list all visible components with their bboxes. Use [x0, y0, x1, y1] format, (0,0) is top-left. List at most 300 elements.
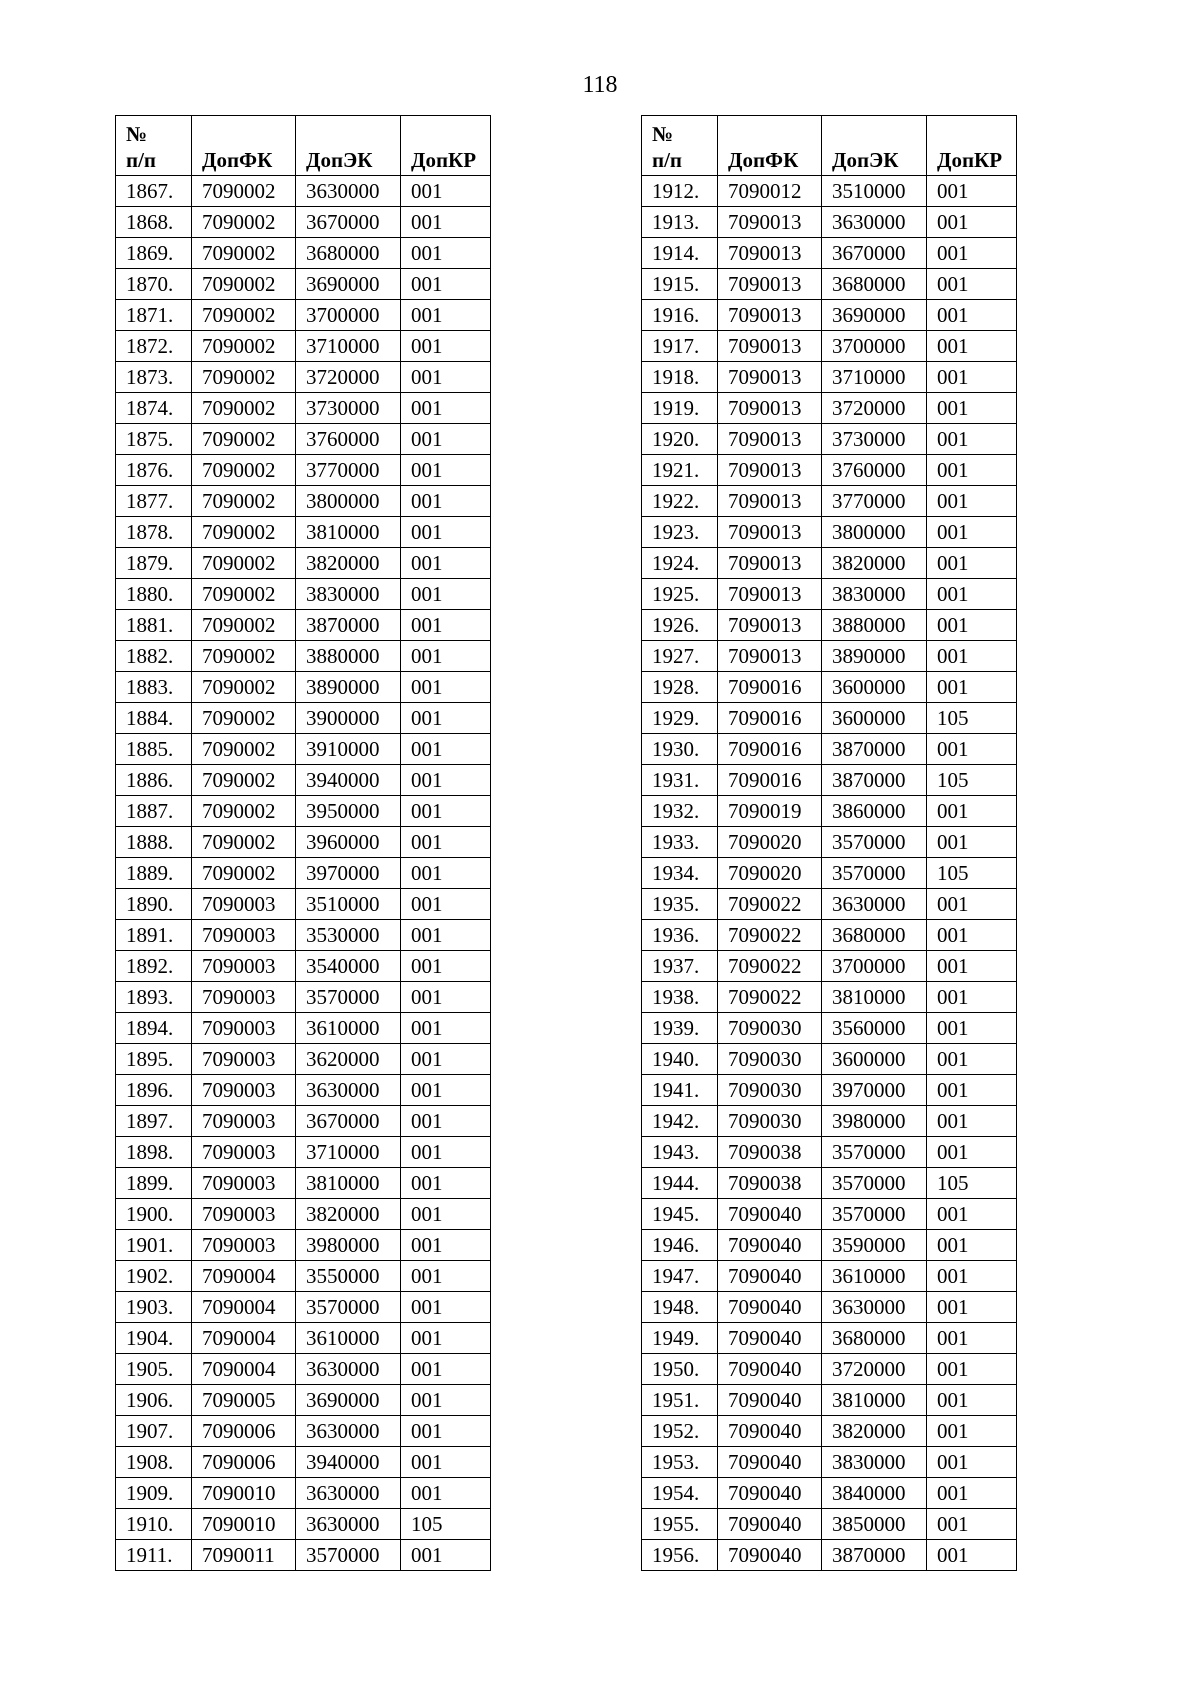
cell-dop-kr: 001 — [927, 796, 1017, 827]
cell-row-number: 1897. — [116, 1106, 192, 1137]
table-row — [116, 1509, 491, 1540]
cell-dop-kr: 001 — [927, 207, 1017, 238]
cell-dop-ek: 3820000 — [296, 548, 401, 579]
cell-dop-ek: 3810000 — [822, 982, 927, 1013]
table-row — [116, 1354, 491, 1385]
cell-dop-fk: 7090040 — [718, 1447, 822, 1478]
cell-dop-kr: 001 — [401, 1013, 491, 1044]
cell-dop-ek: 3800000 — [296, 486, 401, 517]
cell-dop-ek: 3510000 — [822, 176, 927, 207]
cell-row-number: 1882. — [116, 641, 192, 672]
cell-dop-ek: 3940000 — [296, 1447, 401, 1478]
cell-row-number: 1877. — [116, 486, 192, 517]
table-row — [642, 1075, 1017, 1106]
cell-row-number: 1886. — [116, 765, 192, 796]
cell-dop-ek: 3590000 — [822, 1230, 927, 1261]
cell-dop-ek: 3630000 — [296, 176, 401, 207]
table-row — [642, 1230, 1017, 1261]
table-row — [116, 1137, 491, 1168]
cell-dop-ek: 3710000 — [296, 331, 401, 362]
cell-dop-fk: 7090002 — [192, 300, 296, 331]
table-row — [642, 331, 1017, 362]
header-dop-kr: ДопКР — [927, 116, 1017, 176]
cell-dop-fk: 7090013 — [718, 269, 822, 300]
cell-row-number: 1941. — [642, 1075, 718, 1106]
table-row — [642, 269, 1017, 300]
table-row — [116, 610, 491, 641]
cell-dop-kr: 001 — [927, 672, 1017, 703]
cell-row-number: 1925. — [642, 579, 718, 610]
table-row — [116, 796, 491, 827]
table-row — [642, 455, 1017, 486]
cell-dop-kr: 001 — [401, 579, 491, 610]
cell-dop-fk: 7090004 — [192, 1354, 296, 1385]
header-row-number — [642, 116, 718, 176]
cell-row-number: 1906. — [116, 1385, 192, 1416]
cell-dop-kr: 001 — [927, 1075, 1017, 1106]
cell-dop-ek: 3970000 — [296, 858, 401, 889]
table-row — [642, 1013, 1017, 1044]
table-row — [116, 424, 491, 455]
cell-dop-kr: 001 — [927, 393, 1017, 424]
cell-dop-fk: 7090013 — [718, 207, 822, 238]
cell-dop-ek: 3880000 — [822, 610, 927, 641]
table-row — [642, 796, 1017, 827]
cell-row-number: 1898. — [116, 1137, 192, 1168]
cell-row-number: 1936. — [642, 920, 718, 951]
cell-row-number: 1894. — [116, 1013, 192, 1044]
cell-dop-kr: 001 — [401, 1075, 491, 1106]
header-row-number — [116, 116, 192, 176]
cell-row-number: 1908. — [116, 1447, 192, 1478]
cell-dop-fk: 7090040 — [718, 1323, 822, 1354]
cell-row-number: 1931. — [642, 765, 718, 796]
cell-dop-ek: 3670000 — [296, 207, 401, 238]
table-header-row — [116, 116, 491, 176]
cell-dop-kr: 001 — [401, 1199, 491, 1230]
cell-dop-kr: 001 — [401, 765, 491, 796]
cell-dop-ek: 3980000 — [822, 1106, 927, 1137]
cell-row-number: 1942. — [642, 1106, 718, 1137]
cell-dop-kr: 001 — [927, 1261, 1017, 1292]
header-num-symbol: № — [126, 122, 148, 146]
table-header-row — [642, 116, 1017, 176]
cell-dop-ek: 3830000 — [296, 579, 401, 610]
cell-row-number: 1945. — [642, 1199, 718, 1230]
cell-dop-kr: 001 — [401, 1416, 491, 1447]
cell-dop-kr: 001 — [927, 610, 1017, 641]
table-row — [116, 579, 491, 610]
cell-dop-fk: 7090002 — [192, 765, 296, 796]
cell-dop-kr: 001 — [401, 1137, 491, 1168]
cell-row-number: 1916. — [642, 300, 718, 331]
cell-dop-kr: 001 — [401, 455, 491, 486]
cell-dop-kr: 001 — [401, 858, 491, 889]
cell-dop-fk: 7090002 — [192, 486, 296, 517]
cell-dop-ek: 3870000 — [822, 765, 927, 796]
cell-dop-kr: 001 — [401, 362, 491, 393]
cell-dop-kr: 001 — [401, 300, 491, 331]
cell-dop-kr: 001 — [401, 207, 491, 238]
cell-dop-ek: 3570000 — [296, 982, 401, 1013]
cell-dop-ek: 3630000 — [296, 1509, 401, 1540]
left-table — [115, 115, 491, 1571]
cell-dop-fk: 7090003 — [192, 1075, 296, 1106]
cell-dop-fk: 7090011 — [192, 1540, 296, 1571]
cell-dop-ek: 3700000 — [822, 331, 927, 362]
cell-dop-fk: 7090022 — [718, 889, 822, 920]
cell-dop-fk: 7090013 — [718, 331, 822, 362]
cell-dop-ek: 3610000 — [296, 1323, 401, 1354]
cell-dop-ek: 3600000 — [822, 672, 927, 703]
cell-dop-ek: 3570000 — [822, 827, 927, 858]
cell-dop-kr: 001 — [927, 517, 1017, 548]
cell-dop-kr: 001 — [401, 176, 491, 207]
cell-dop-fk: 7090003 — [192, 889, 296, 920]
cell-dop-ek: 3820000 — [822, 548, 927, 579]
cell-dop-fk: 7090006 — [192, 1447, 296, 1478]
table-row — [116, 238, 491, 269]
cell-dop-fk: 7090016 — [718, 765, 822, 796]
cell-row-number: 1896. — [116, 1075, 192, 1106]
cell-dop-kr: 001 — [401, 1478, 491, 1509]
cell-row-number: 1900. — [116, 1199, 192, 1230]
cell-dop-fk: 7090002 — [192, 331, 296, 362]
cell-dop-kr: 001 — [401, 982, 491, 1013]
cell-dop-ek: 3870000 — [822, 1540, 927, 1571]
table-row — [642, 1323, 1017, 1354]
cell-row-number: 1873. — [116, 362, 192, 393]
table-row — [642, 1044, 1017, 1075]
table-row — [116, 1540, 491, 1571]
cell-dop-fk: 7090040 — [718, 1230, 822, 1261]
table-row — [642, 362, 1017, 393]
table-row — [642, 858, 1017, 889]
cell-dop-kr: 105 — [927, 703, 1017, 734]
cell-row-number: 1921. — [642, 455, 718, 486]
cell-dop-ek: 3530000 — [296, 920, 401, 951]
cell-dop-ek: 3600000 — [822, 703, 927, 734]
cell-dop-ek: 3720000 — [296, 362, 401, 393]
cell-dop-fk: 7090003 — [192, 1199, 296, 1230]
table-row — [642, 982, 1017, 1013]
cell-row-number: 1905. — [116, 1354, 192, 1385]
cell-dop-ek: 3880000 — [296, 641, 401, 672]
cell-row-number: 1917. — [642, 331, 718, 362]
cell-row-number: 1915. — [642, 269, 718, 300]
cell-dop-kr: 001 — [401, 238, 491, 269]
cell-row-number: 1876. — [116, 455, 192, 486]
cell-dop-fk: 7090030 — [718, 1044, 822, 1075]
cell-dop-fk: 7090022 — [718, 982, 822, 1013]
table-row — [642, 424, 1017, 455]
cell-dop-fk: 7090022 — [718, 951, 822, 982]
table-row — [116, 1416, 491, 1447]
cell-dop-fk: 7090002 — [192, 548, 296, 579]
cell-row-number: 1956. — [642, 1540, 718, 1571]
cell-dop-ek: 3570000 — [822, 1168, 927, 1199]
cell-dop-ek: 3550000 — [296, 1261, 401, 1292]
cell-row-number: 1939. — [642, 1013, 718, 1044]
cell-row-number: 1914. — [642, 238, 718, 269]
cell-dop-fk: 7090004 — [192, 1323, 296, 1354]
cell-dop-kr: 001 — [401, 486, 491, 517]
cell-dop-kr: 001 — [927, 176, 1017, 207]
cell-row-number: 1933. — [642, 827, 718, 858]
cell-dop-kr: 001 — [401, 1106, 491, 1137]
cell-row-number: 1928. — [642, 672, 718, 703]
cell-dop-ek: 3630000 — [822, 889, 927, 920]
table-row — [116, 548, 491, 579]
cell-dop-kr: 001 — [927, 951, 1017, 982]
cell-row-number: 1904. — [116, 1323, 192, 1354]
cell-dop-kr: 001 — [401, 269, 491, 300]
table-row — [116, 517, 491, 548]
cell-dop-ek: 3940000 — [296, 765, 401, 796]
cell-dop-fk: 7090002 — [192, 424, 296, 455]
cell-dop-kr: 001 — [401, 827, 491, 858]
cell-dop-kr: 001 — [927, 1478, 1017, 1509]
cell-dop-fk: 7090013 — [718, 610, 822, 641]
table-row — [116, 1323, 491, 1354]
cell-dop-fk: 7090006 — [192, 1416, 296, 1447]
table-row — [642, 951, 1017, 982]
cell-row-number: 1932. — [642, 796, 718, 827]
cell-dop-ek: 3910000 — [296, 734, 401, 765]
cell-dop-fk: 7090002 — [192, 703, 296, 734]
table-row — [642, 486, 1017, 517]
cell-dop-kr: 001 — [401, 1044, 491, 1075]
table-row — [116, 1199, 491, 1230]
cell-dop-fk: 7090003 — [192, 1230, 296, 1261]
cell-dop-fk: 7090005 — [192, 1385, 296, 1416]
table-row — [642, 703, 1017, 734]
cell-dop-kr: 001 — [927, 1354, 1017, 1385]
cell-row-number: 1948. — [642, 1292, 718, 1323]
cell-dop-ek: 3630000 — [296, 1416, 401, 1447]
cell-dop-fk: 7090002 — [192, 269, 296, 300]
header-num-symbol: № — [652, 122, 674, 146]
right-table — [641, 115, 1017, 1571]
cell-dop-ek: 3700000 — [822, 951, 927, 982]
cell-dop-ek: 3820000 — [822, 1416, 927, 1447]
cell-dop-ek: 3840000 — [822, 1478, 927, 1509]
cell-dop-ek: 3800000 — [822, 517, 927, 548]
cell-dop-kr: 001 — [927, 734, 1017, 765]
cell-dop-kr: 001 — [927, 579, 1017, 610]
cell-dop-kr: 001 — [927, 269, 1017, 300]
cell-dop-ek: 3680000 — [822, 269, 927, 300]
cell-row-number: 1955. — [642, 1509, 718, 1540]
cell-dop-kr: 001 — [927, 1013, 1017, 1044]
cell-dop-fk: 7090040 — [718, 1354, 822, 1385]
table-row — [642, 641, 1017, 672]
cell-dop-fk: 7090013 — [718, 548, 822, 579]
cell-row-number: 1902. — [116, 1261, 192, 1292]
cell-dop-ek: 3810000 — [296, 1168, 401, 1199]
cell-dop-ek: 3630000 — [296, 1354, 401, 1385]
cell-dop-fk: 7090002 — [192, 393, 296, 424]
cell-dop-fk: 7090002 — [192, 238, 296, 269]
cell-row-number: 1892. — [116, 951, 192, 982]
cell-row-number: 1938. — [642, 982, 718, 1013]
cell-dop-fk: 7090003 — [192, 1137, 296, 1168]
table-row — [642, 827, 1017, 858]
cell-dop-fk: 7090040 — [718, 1416, 822, 1447]
cell-dop-ek: 3760000 — [822, 455, 927, 486]
table-row — [642, 1137, 1017, 1168]
cell-dop-fk: 7090013 — [718, 579, 822, 610]
cell-dop-ek: 3730000 — [296, 393, 401, 424]
cell-dop-fk: 7090002 — [192, 734, 296, 765]
cell-dop-fk: 7090040 — [718, 1509, 822, 1540]
cell-dop-fk: 7090003 — [192, 1168, 296, 1199]
cell-dop-kr: 001 — [401, 672, 491, 703]
cell-dop-kr: 001 — [927, 1447, 1017, 1478]
cell-dop-kr: 105 — [927, 1168, 1017, 1199]
table-row — [116, 1106, 491, 1137]
cell-dop-ek: 3960000 — [296, 827, 401, 858]
cell-dop-ek: 3670000 — [296, 1106, 401, 1137]
cell-dop-ek: 3890000 — [296, 672, 401, 703]
cell-dop-kr: 105 — [927, 765, 1017, 796]
cell-dop-fk: 7090040 — [718, 1199, 822, 1230]
cell-dop-ek: 3820000 — [296, 1199, 401, 1230]
table-row — [116, 1447, 491, 1478]
cell-dop-kr: 001 — [927, 1292, 1017, 1323]
cell-dop-kr: 001 — [927, 1509, 1017, 1540]
cell-dop-ek: 3710000 — [296, 1137, 401, 1168]
cell-dop-fk: 7090019 — [718, 796, 822, 827]
cell-dop-fk: 7090012 — [718, 176, 822, 207]
cell-row-number: 1929. — [642, 703, 718, 734]
cell-row-number: 1943. — [642, 1137, 718, 1168]
cell-dop-ek: 3570000 — [822, 1199, 927, 1230]
cell-dop-ek: 3900000 — [296, 703, 401, 734]
cell-row-number: 1954. — [642, 1478, 718, 1509]
cell-dop-kr: 001 — [401, 889, 491, 920]
table-row — [116, 1478, 491, 1509]
cell-dop-fk: 7090016 — [718, 703, 822, 734]
cell-dop-kr: 001 — [401, 734, 491, 765]
table-row — [642, 1354, 1017, 1385]
cell-dop-fk: 7090002 — [192, 207, 296, 238]
table-row — [116, 641, 491, 672]
table-row — [116, 982, 491, 1013]
cell-dop-kr: 001 — [401, 393, 491, 424]
header-dop-ek: ДопЭК — [296, 116, 401, 176]
cell-dop-kr: 001 — [927, 1230, 1017, 1261]
cell-row-number: 1907. — [116, 1416, 192, 1447]
cell-dop-kr: 001 — [927, 548, 1017, 579]
table-row — [116, 300, 491, 331]
cell-dop-fk: 7090038 — [718, 1168, 822, 1199]
cell-dop-kr: 001 — [927, 331, 1017, 362]
cell-row-number: 1899. — [116, 1168, 192, 1199]
cell-dop-kr: 001 — [927, 486, 1017, 517]
cell-row-number: 1879. — [116, 548, 192, 579]
cell-dop-fk: 7090030 — [718, 1075, 822, 1106]
header-num-abbr: п/п — [652, 148, 683, 172]
cell-row-number: 1884. — [116, 703, 192, 734]
cell-dop-fk: 7090002 — [192, 517, 296, 548]
cell-dop-ek: 3690000 — [296, 269, 401, 300]
cell-row-number: 1875. — [116, 424, 192, 455]
cell-dop-fk: 7090002 — [192, 176, 296, 207]
cell-dop-fk: 7090010 — [192, 1509, 296, 1540]
cell-row-number: 1918. — [642, 362, 718, 393]
cell-dop-ek: 3970000 — [822, 1075, 927, 1106]
table-row — [642, 176, 1017, 207]
cell-dop-kr: 001 — [927, 238, 1017, 269]
cell-dop-ek: 3570000 — [822, 1137, 927, 1168]
cell-dop-kr: 001 — [927, 1416, 1017, 1447]
cell-dop-kr: 001 — [927, 1323, 1017, 1354]
table-row — [116, 1385, 491, 1416]
table-row — [642, 1292, 1017, 1323]
cell-row-number: 1869. — [116, 238, 192, 269]
cell-row-number: 1888. — [116, 827, 192, 858]
cell-dop-fk: 7090002 — [192, 672, 296, 703]
cell-dop-kr: 001 — [401, 548, 491, 579]
table-row — [642, 517, 1017, 548]
cell-dop-ek: 3600000 — [822, 1044, 927, 1075]
cell-dop-fk: 7090013 — [718, 393, 822, 424]
table-row — [116, 951, 491, 982]
cell-dop-fk: 7090002 — [192, 858, 296, 889]
cell-dop-ek: 3700000 — [296, 300, 401, 331]
cell-row-number: 1953. — [642, 1447, 718, 1478]
cell-dop-kr: 001 — [401, 1385, 491, 1416]
cell-dop-ek: 3830000 — [822, 579, 927, 610]
table-row — [642, 1168, 1017, 1199]
cell-dop-ek: 3870000 — [822, 734, 927, 765]
cell-dop-fk: 7090040 — [718, 1478, 822, 1509]
cell-dop-kr: 001 — [401, 1261, 491, 1292]
cell-dop-fk: 7090040 — [718, 1540, 822, 1571]
cell-dop-fk: 7090040 — [718, 1385, 822, 1416]
cell-dop-fk: 7090040 — [718, 1292, 822, 1323]
cell-dop-ek: 3630000 — [296, 1478, 401, 1509]
cell-row-number: 1919. — [642, 393, 718, 424]
cell-dop-ek: 3690000 — [296, 1385, 401, 1416]
cell-dop-fk: 7090013 — [718, 455, 822, 486]
cell-dop-fk: 7090020 — [718, 858, 822, 889]
cell-dop-kr: 001 — [401, 703, 491, 734]
cell-dop-fk: 7090030 — [718, 1106, 822, 1137]
cell-dop-kr: 001 — [401, 1354, 491, 1385]
cell-dop-kr: 001 — [401, 517, 491, 548]
table-row — [116, 858, 491, 889]
cell-dop-fk: 7090002 — [192, 610, 296, 641]
cell-row-number: 1949. — [642, 1323, 718, 1354]
cell-dop-kr: 001 — [401, 424, 491, 455]
table-row — [642, 393, 1017, 424]
header-dop-kr: ДопКР — [401, 116, 491, 176]
table-row — [642, 1540, 1017, 1571]
cell-row-number: 1913. — [642, 207, 718, 238]
cell-dop-ek: 3710000 — [822, 362, 927, 393]
cell-dop-kr: 001 — [927, 889, 1017, 920]
table-row — [116, 1075, 491, 1106]
cell-dop-ek: 3630000 — [822, 1292, 927, 1323]
cell-dop-fk: 7090002 — [192, 455, 296, 486]
cell-dop-ek: 3830000 — [822, 1447, 927, 1478]
cell-dop-kr: 001 — [927, 424, 1017, 455]
cell-dop-fk: 7090002 — [192, 796, 296, 827]
cell-dop-ek: 3570000 — [822, 858, 927, 889]
cell-row-number: 1926. — [642, 610, 718, 641]
